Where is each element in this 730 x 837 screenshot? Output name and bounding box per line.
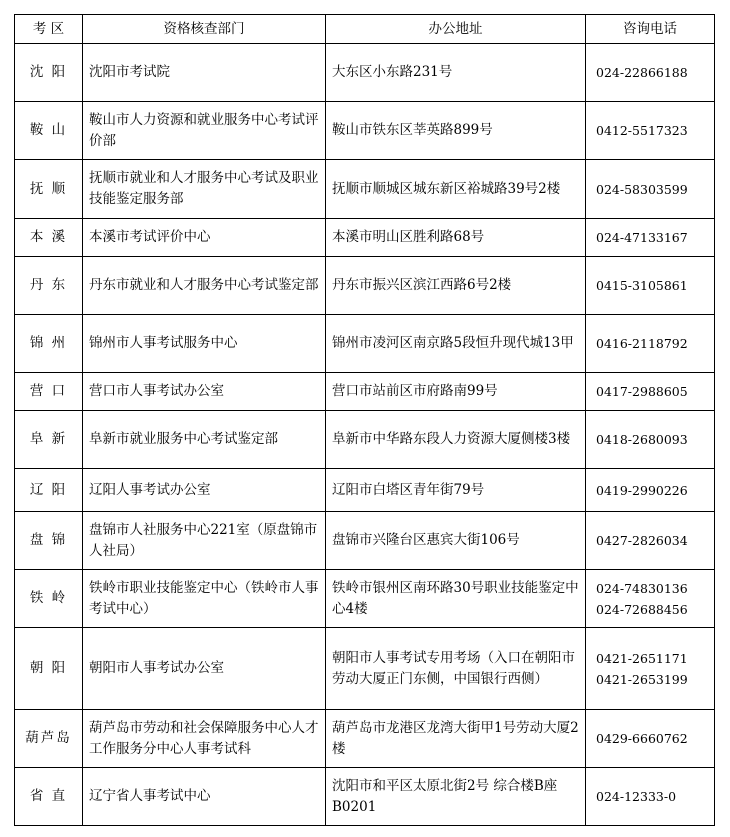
cell-address: 辽阳市白塔区青年街79号 [326, 469, 586, 512]
table-row [15, 219, 715, 257]
table-row [15, 768, 715, 826]
cell-address: 鞍山市铁东区莘英路899号 [326, 102, 586, 160]
cell-phone [586, 219, 715, 257]
header-phone: 咨询电话 [586, 15, 715, 44]
cell-phone [586, 512, 715, 570]
cell-address: 葫芦岛市龙港区龙湾大街甲1号劳动大厦2楼 [326, 710, 586, 768]
cell-phone [586, 628, 715, 710]
cell-dept: 葫芦岛市劳动和社会保障服务中心人才工作服务分中心人事考试科 [83, 710, 326, 768]
cell-address: 大东区小东路231号 [326, 44, 586, 102]
table-row [15, 373, 715, 411]
cell-area: 铁 岭 [15, 570, 83, 628]
cell-phone [586, 44, 715, 102]
table-header-row [15, 15, 715, 44]
cell-address: 本溪市明山区胜利路68号 [326, 219, 586, 257]
cell-dept: 营口市人事考试办公室 [83, 373, 326, 411]
phone-number: 024-58303599 [596, 181, 688, 197]
cell-dept: 丹东市就业和人才服务中心考试鉴定部 [83, 257, 326, 315]
cell-dept: 辽阳人事考试办公室 [83, 469, 326, 512]
cell-area: 阜 新 [15, 411, 83, 469]
table-row [15, 160, 715, 219]
cell-address: 抚顺市顺城区城东新区裕城路39号2楼 [326, 160, 586, 219]
phone-number: 0416-2118792 [596, 336, 688, 351]
cell-dept: 沈阳市考试院 [83, 44, 326, 102]
cell-area: 葫芦岛 [15, 710, 83, 768]
phone-number: 0415-3105861 [596, 278, 688, 293]
phone-number: 0419-2990226 [596, 482, 688, 498]
cell-address: 盘锦市兴隆台区惠宾大街106号 [326, 512, 586, 570]
cell-phone [586, 257, 715, 315]
cell-dept: 本溪市考试评价中心 [83, 219, 326, 257]
cell-area: 本 溪 [15, 219, 83, 257]
phone-number: 0418-2680093 [596, 432, 688, 447]
cell-address: 营口市站前区市府路南99号 [326, 373, 586, 411]
cell-phone [586, 768, 715, 826]
cell-phone [586, 570, 715, 628]
cell-area: 丹 东 [15, 257, 83, 315]
cell-area: 辽 阳 [15, 469, 83, 512]
cell-area: 鞍 山 [15, 102, 83, 160]
cell-address: 丹东市振兴区滨江西路6号2楼 [326, 257, 586, 315]
phone-number: 0417-2988605 [596, 384, 688, 399]
cell-dept: 抚顺市就业和人才服务中心考试及职业技能鉴定服务部 [83, 160, 326, 219]
table-row [15, 257, 715, 315]
table-row [15, 411, 715, 469]
cell-phone [586, 315, 715, 373]
table-row [15, 628, 715, 710]
cell-address: 阜新市中华路东段人力资源大厦侧楼3楼 [326, 411, 586, 469]
cell-dept: 阜新市就业服务中心考试鉴定部 [83, 411, 326, 469]
cell-phone [586, 710, 715, 768]
cell-address: 朝阳市人事考试专用考场（入口在朝阳市劳动大厦正门东侧，中国银行西侧） [326, 628, 586, 710]
cell-dept: 朝阳市人事考试办公室 [83, 628, 326, 710]
table-row [15, 315, 715, 373]
header-area: 考 区 [15, 15, 83, 44]
cell-area: 抚 顺 [15, 160, 83, 219]
cell-phone [586, 373, 715, 411]
cell-dept: 鞍山市人力资源和就业服务中心考试评价部 [83, 102, 326, 160]
cell-dept: 铁岭市职业技能鉴定中心（铁岭市人事考试中心） [83, 570, 326, 628]
cell-phone [586, 102, 715, 160]
table-row [15, 469, 715, 512]
exam-contact-table [14, 14, 715, 826]
phone-number: 024-47133167 [596, 230, 688, 245]
phone-number: 0412-5517323 [596, 123, 688, 138]
table-row [15, 44, 715, 102]
table-body [15, 44, 715, 826]
header-address: 办公地址 [326, 15, 586, 44]
cell-area: 盘 锦 [15, 512, 83, 570]
table-row [15, 102, 715, 160]
phone-number: 0427-2826034 [596, 533, 688, 548]
phone-number: 0421-2651171 [596, 650, 688, 666]
cell-dept: 辽宁省人事考试中心 [83, 768, 326, 826]
cell-area: 沈 阳 [15, 44, 83, 102]
cell-dept: 盘锦市人社服务中心221室（原盘锦市人社局） [83, 512, 326, 570]
header-dept: 资格核查部门 [83, 15, 326, 44]
phone-number: 0421-2653199 [596, 671, 688, 687]
cell-address: 铁岭市银州区南环路30号职业技能鉴定中心4楼 [326, 570, 586, 628]
cell-area: 朝 阳 [15, 628, 83, 710]
phone-number: 024-72688456 [596, 601, 688, 617]
cell-phone [586, 160, 715, 219]
cell-dept: 锦州市人事考试服务中心 [83, 315, 326, 373]
cell-phone [586, 411, 715, 469]
phone-number: 024-22866188 [596, 65, 688, 80]
cell-address: 沈阳市和平区太原北街2号 综合楼B座B0201 [326, 768, 586, 826]
table-row [15, 710, 715, 768]
cell-area: 省 直 [15, 768, 83, 826]
phone-number: 024-74830136 [596, 580, 688, 596]
phone-number: 0429-6660762 [596, 731, 688, 746]
cell-phone [586, 469, 715, 512]
cell-area: 营 口 [15, 373, 83, 411]
cell-area: 锦 州 [15, 315, 83, 373]
cell-address: 锦州市凌河区南京路5段恒升现代城13甲 [326, 315, 586, 373]
table-row [15, 512, 715, 570]
table-row [15, 570, 715, 628]
phone-number: 024-12333-0 [596, 789, 677, 804]
